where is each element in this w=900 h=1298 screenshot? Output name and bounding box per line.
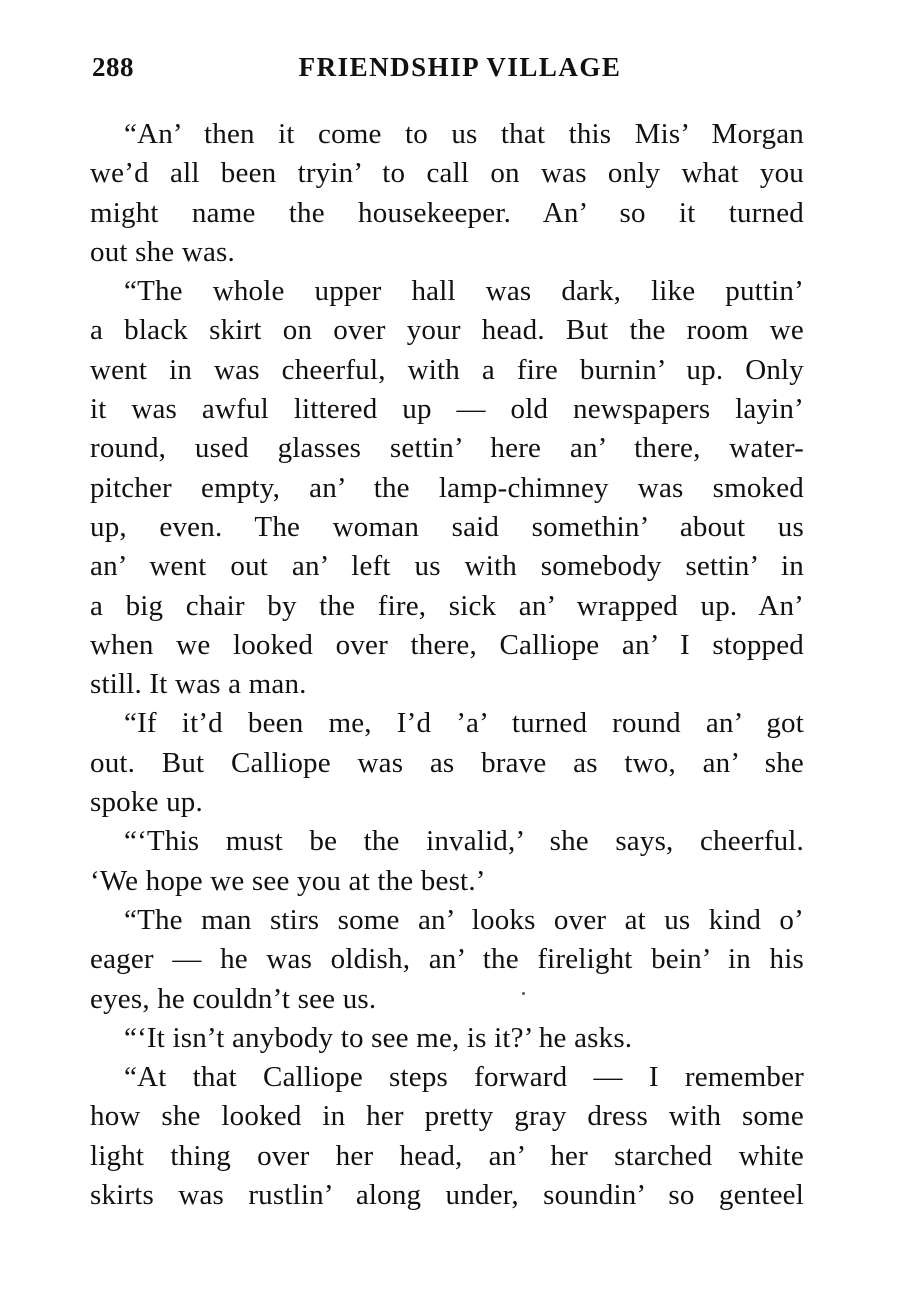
text-line: “If it’d been me, I’d ’a’ turned round an’ got	[124, 707, 804, 740]
text-line: “At that Calliope steps forward — I remember	[124, 1061, 804, 1094]
text-line: “‘This must be the invalid,’ she says, cheerful.	[124, 825, 804, 858]
text-line: when we looked over there, Calliope an’ I stopped	[90, 628, 804, 661]
running-title: FRIENDSHIP VILLAGE	[298, 52, 622, 82]
text-line: an’ went out an’ left us with somebody settin’ in	[90, 550, 804, 583]
text-line: went in was cheerful, with a fire burnin’ up. Only	[90, 353, 804, 386]
text-line: “An’ then it come to us that this Mis’ Morgan	[124, 118, 804, 150]
running-head	[92, 52, 804, 88]
text-line: “‘It isn’t anybody to see me, is it?’ he asks.	[124, 1021, 633, 1054]
text-line: up, even. The woman said somethin’ about us	[90, 510, 804, 543]
text-line: eyes, he couldn’t see us.	[90, 982, 377, 1015]
text-line: out. But Calliope was as brave as two, an’ she	[90, 746, 804, 779]
text-line: it was awful littered up — old newspapers layin’	[90, 393, 804, 426]
text-line: “The whole upper hall was dark, like puttin’	[124, 275, 804, 308]
text-line: spoke up.	[90, 786, 203, 819]
text-line: out she was.	[90, 235, 235, 268]
text-line: a big chair by the fire, sick an’ wrapped up. An’	[90, 589, 804, 622]
text-line: still. It was a man.	[90, 668, 307, 701]
text-line: ‘We hope we see you at the best.’	[90, 864, 486, 897]
text-line: might name the housekeeper. An’ so it turned	[90, 196, 804, 229]
text-line: light thing over her head, an’ her starched white	[90, 1139, 804, 1172]
text-line: a black skirt on over your head. But the room we	[90, 314, 804, 347]
text-line: eager — he was oldish, an’ the firelight bein’ in his	[90, 943, 804, 976]
print-speck	[522, 992, 525, 995]
text-line: “The man stirs some an’ looks over at us kind o’	[124, 903, 804, 936]
text-line: we’d all been tryin’ to call on was only what you	[90, 157, 804, 190]
text-line: pitcher empty, an’ the lamp-chimney was smoked	[90, 471, 804, 504]
text-line: skirts was rustlin’ along under, soundin’ so genteel	[90, 1179, 804, 1212]
text-line: round, used glasses settin’ here an’ there, water-	[90, 432, 804, 465]
page-number: 288	[92, 52, 134, 82]
text-line: how she looked in her pretty gray dress with some	[90, 1100, 804, 1133]
body-text	[90, 115, 804, 1215]
